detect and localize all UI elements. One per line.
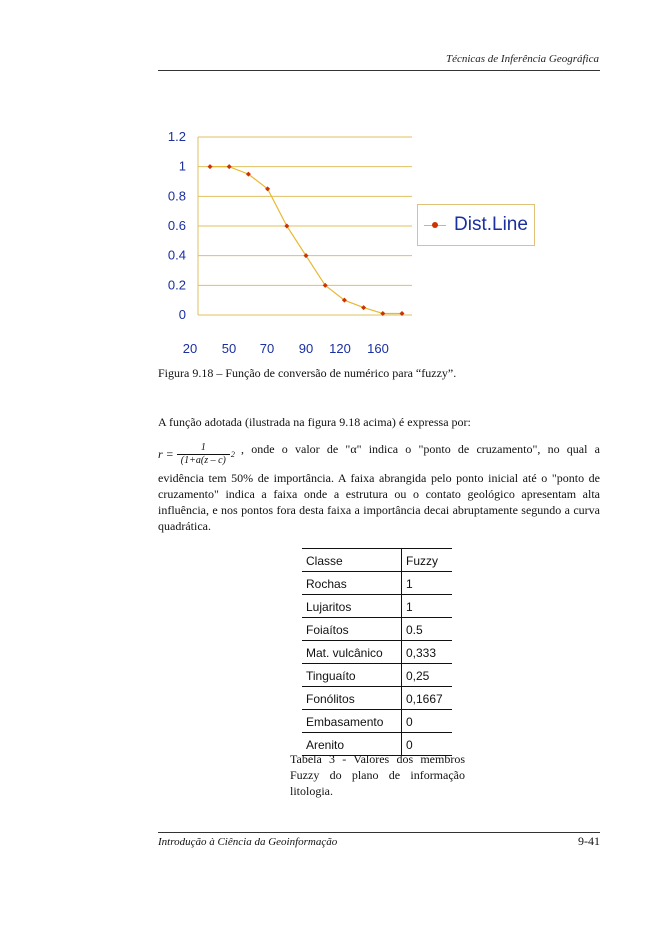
table-cell: Lujaritos [302,595,402,618]
running-header: Técnicas de Inferência Geográfica [445,53,599,65]
x-tick-label: 120 [329,341,351,356]
y-tick-label: 0.6 [167,218,186,233]
formula [158,436,235,472]
x-tick-label: 90 [298,341,314,356]
footer-title: Introdução à Ciência da Geoinformação [158,836,338,848]
table-row [302,572,452,595]
table-row [302,664,452,687]
table-cell: 0 [402,710,453,733]
footer-rule [158,832,600,833]
x-tick-label: 20 [182,341,198,356]
chart-legend [417,204,535,246]
x-tick-label: 160 [367,341,389,356]
table-cell: Fonólitos [302,687,402,710]
x-tick-label: 70 [259,341,275,356]
legend-swatch [424,219,446,231]
intro-text: A função adotada (ilustrada na figura 9.18 acima) é expressa por: [158,415,471,429]
table-row [302,710,452,733]
table-cell: Tinguaíto [302,664,402,687]
y-tick-label: 1 [178,158,186,174]
y-tick-label: 1.2 [167,129,186,144]
table-cell: 1 [402,595,453,618]
formula-line [158,436,600,472]
table-caption-line-3: litologia. [290,784,333,798]
formula-exponent: 2 [230,449,235,459]
data-point [361,305,366,310]
formula-denominator: (1+a(z – c) [177,454,230,467]
table-row [302,618,452,641]
table-header-cell: Fuzzy [402,549,453,572]
table-cell: Embasamento [302,710,402,733]
body-paragraph: evidência tem 50% de importância. A faixa abrangida pelo ponto inicial até o "ponto de cruzamento" indica a faixa onde a estrutura ou o contato geológico apresentam alta influência, e nos pontos fora desta faixa a importância decai abruptamente segundo a curva quadrática. [158,471,600,533]
legend-label: Dist.Line [454,214,528,235]
table-row [302,687,452,710]
table-cell: 0,333 [402,641,453,664]
y-tick-label: 0.4 [167,247,186,263]
table-header-row [302,549,452,572]
series-line [210,167,402,314]
figure-caption: Figura 9.18 – Função de conversão de numérico para “fuzzy”. [158,366,457,380]
formula-lhs: r = [158,446,174,461]
table-cell: 0,25 [402,664,453,687]
header-rule [158,70,600,71]
data-point [227,164,232,169]
y-tick-label: 0 [178,307,186,322]
table-cell: Rochas [302,572,402,595]
y-tick-label: 0.2 [167,277,186,293]
table-cell: 1 [402,572,453,595]
table-cell: Arenito [302,733,402,756]
y-tick-label: 0.8 [167,188,186,204]
table-cell: Mat. vulcânico [302,641,402,664]
table-cell: 0 [402,733,453,756]
table-caption-line-2: Fuzzy do plano de informação [290,768,465,782]
table-cell: Foiaítos [302,618,402,641]
table-header-cell: Classe [302,549,402,572]
table-row [302,641,452,664]
table-caption-line-1: Tabela 3 - Valores dos membros [290,752,465,766]
table-row [302,595,452,618]
page-number: 9-41 [578,834,600,848]
x-tick-label: 50 [221,341,237,356]
fuzzy-table [302,548,452,756]
formula-fraction [177,442,230,467]
table-caption [290,751,465,799]
table-cell: 0.5 [402,618,453,641]
formula-tail: , onde o valor de "α" indica o "ponto de cruzamento", no qual a [241,442,600,456]
table-cell: 0,1667 [402,687,453,710]
data-point [208,164,213,169]
formula-numerator: 1 [200,441,206,453]
